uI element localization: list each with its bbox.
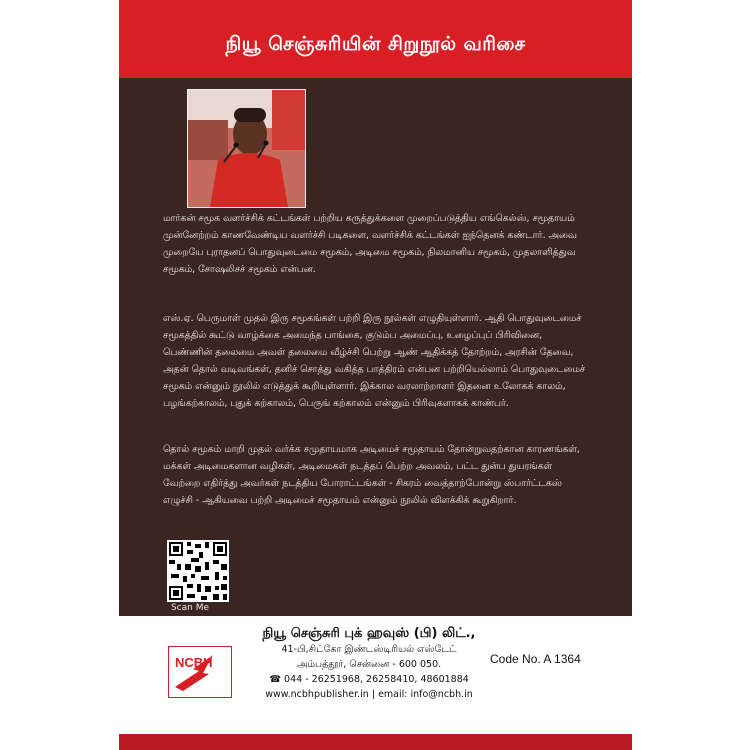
publisher-footer	[119, 616, 632, 734]
author-photo-image	[188, 90, 305, 207]
book-code: Code No. A 1364	[490, 652, 581, 666]
book-back-cover	[119, 0, 632, 750]
publisher-name: நியூ செஞ்சுரி புக் ஹவுஸ் (பி) லிட்.,	[262, 626, 476, 641]
series-title: நியூ செஞ்சுரியின் சிறுநூல் வரிசை	[225, 32, 526, 55]
publisher-address-line-1: 41-பி,சிட்கோ இண்டஸ்டிரியல் எஸ்டேட்	[281, 644, 457, 655]
qr-caption: Scan Me	[171, 603, 210, 613]
publisher-details	[244, 626, 494, 702]
publisher-web[interactable]: www.ncbhpublisher.in | email: info@ncbh.in	[265, 689, 473, 700]
publisher-address-line-2: அம்பத்தூர், சென்னை - 600 050.	[296, 659, 442, 670]
description-paragraph-2: எஸ்.ஏ. பெருமாள் முதல் இரு சமூகங்கள் பற்றி இரு நூல்கள் எழுதியுள்ளார். ஆதி பொதுவுடைமைச் சமூகத்தில் கூட்டு வாழ்க்கை அமைந்த பாங்கை, குடும்ப அமைப்பு, உழைப்புப் பிரிவினை, பெண்ணின் தலைமை அவள் தலைமை வீழ்ச்சி பெற்று ஆண் ஆதிக்கத் தோற்றம், அரசின் தேவை, அதன் தொல் வடிவங்கள், தனிச் சொத்து வகித்த பாத்திரம் என்பன பற்றியெல்லாம் பொதுவுடைமைச் சமூகம் என்னும் நூலில் எடுத்துக் கூறியுள்ளார். இக்கால வரலாற்றாளர் இதனை உலோகக் காலம், பழங்கற்காலம், புதுக் கற்காலம், பெருங் கற்காலம் என்னும் பிரிவுகளாகக் காண்பர்.	[163, 313, 586, 409]
bottom-band	[119, 734, 632, 750]
publisher-logo	[168, 646, 232, 698]
publisher-phone: ☎ 044 - 26251968, 26258410, 48601884	[269, 674, 469, 685]
qr-code-icon[interactable]	[167, 540, 229, 602]
logo-letters: NCBH	[175, 655, 213, 670]
description-paragraph-1: மார்கன் சமூக வளர்ச்சிக் கட்டங்கள் பற்றிய கருத்துக்களை முறைப்படுத்திய எங்கெல்ஸ், சமூதாயம் முன்னேற்றம் காணவேண்டிய வளர்ச்சி படிகளை, வளர்ச்சிக் கட்டங்கள் ஐந்தெனக் கண்டார். அவை முறையே புராதனப் பொதுவுடைமை சமூகம், அடிமை சமூகம், நிலமானிய சமூகம், முதலாளித்துவ சமூகம், சோஷலிசச் சமூகம் என்பன.	[163, 213, 577, 275]
series-banner	[119, 0, 632, 78]
author-photo	[187, 89, 306, 208]
description-paragraph-3: தொல் சமூகம் மாறி முதல் வர்க்க சமுதாயமாக அடிமைச் சமூதாயம் தோன்றுவதற்கான காரணங்கள், மக்கள் அடிமைகளான வழிகள், அடிமைகள் நடத்தப் பெற்ற அவலம், பட்ட துன்ப துயரங்கள் வேற்றை எதிர்த்து அவர்கள் நடத்திய போராட்டங்கள் - சிகரம் வைத்தாற்போன்று ஸ்பார்ட்டகஸ் எழுச்சி - ஆகியவை பற்றி அடிமைச் சமூதாயம் என்னும் நூலில் விளக்கிக் கூறுகிறார்.	[163, 444, 580, 506]
